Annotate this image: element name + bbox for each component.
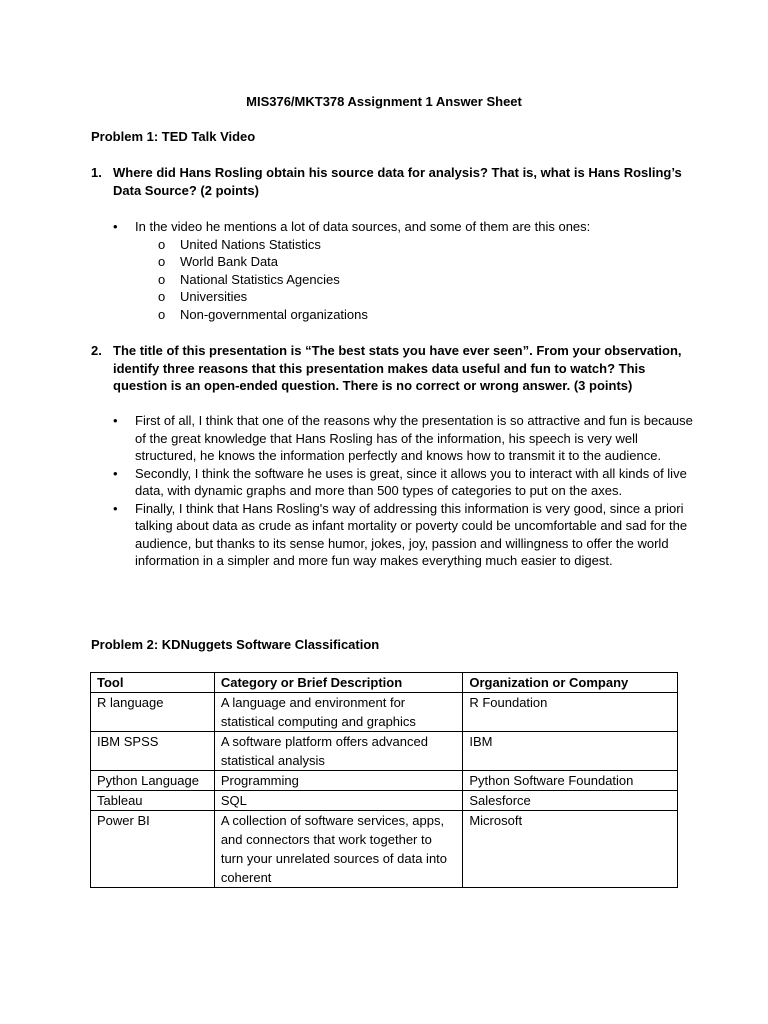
circle-bullet-icon: o (158, 289, 166, 304)
table-header-row (91, 673, 678, 693)
column-header-description: Category or Brief Description (214, 673, 463, 693)
data-source: United Nations Statistics (180, 236, 321, 252)
description-cell: A software platform offers advanced statistical analysis (214, 732, 463, 771)
problem-2-heading: Problem 2: KDNuggets Software Classification (91, 637, 380, 652)
tool-cell: Power BI (91, 811, 215, 888)
circle-bullet-icon: o (158, 254, 166, 269)
reason-item (113, 412, 693, 465)
list-item (135, 236, 693, 254)
question-1-text: Where did Hans Rosling obtain his source data for analysis? That is, what is Hans Rosling’s Data Source? (2 points) (113, 165, 682, 198)
tool-cell: Tableau (91, 791, 215, 811)
reason-item (113, 500, 693, 570)
reason-text: Finally, I think that Hans Rosling's way of addressing this information is very good, since a priori talking about data as crude as infant mortality or poverty could be uncomfortable and sad for the audience, but thanks to its sense humor, jokes, joy, passion and willingness to offer the world information in a simpler and more fun way makes everything much easier to digest. (135, 500, 688, 568)
table-row (91, 693, 678, 732)
answer-1 (113, 218, 693, 323)
table-row (91, 811, 678, 888)
question-1 (91, 164, 691, 199)
reason-item (113, 465, 693, 500)
tool-cell: IBM SPSS (91, 732, 215, 771)
question-2-text: The title of this presentation is “The best stats you have ever seen”. From your observation, identify three reasons that this presentation makes data useful and fun to watch? This question is an open-ended question. There is no correct or wrong answer. (3 points) (113, 343, 682, 393)
table-row (91, 732, 678, 771)
problem-1-heading: Problem 1: TED Talk Video (91, 129, 256, 144)
description-cell: A collection of software services, apps, and connectors that work together to turn your unrelated sources of data into coherent (214, 811, 463, 888)
answer-1-bullet (113, 218, 693, 323)
table-row (91, 771, 678, 791)
organization-cell: Microsoft (463, 811, 678, 888)
circle-bullet-icon: o (158, 271, 166, 287)
organization-cell: R Foundation (463, 693, 678, 732)
document-title: MIS376/MKT378 Assignment 1 Answer Sheet (246, 94, 522, 109)
description-cell: Programming (214, 771, 463, 791)
data-source: Non-governmental organizations (180, 306, 368, 322)
answer-1-intro: In the video he mentions a lot of data sources, and some of them are this ones: (135, 219, 591, 234)
circle-bullet-icon: o (158, 306, 166, 322)
column-header-tool: Tool (91, 673, 215, 693)
data-source: National Statistics Agencies (180, 271, 340, 287)
column-header-organization: Organization or Company (463, 673, 678, 693)
bullet-icon: • (113, 413, 118, 428)
software-classification-table (90, 672, 678, 888)
organization-cell: IBM (463, 732, 678, 771)
tool-cell: Python Language (91, 771, 215, 791)
bullet-icon: • (113, 500, 118, 516)
description-cell: A language and environment for statistical computing and graphics (214, 693, 463, 732)
organization-cell: Salesforce (463, 791, 678, 811)
bullet-icon: • (113, 465, 118, 481)
list-item (135, 306, 693, 324)
reason-text: Secondly, I think the software he uses is great, since it allows you to interact with all kinds of live data, with dynamic graphs and more than 500 types of categories to put on the axes. (135, 465, 687, 498)
data-source-list (135, 236, 693, 324)
list-item (135, 253, 693, 271)
question-1-number: 1. (91, 165, 102, 180)
description-cell: SQL (214, 791, 463, 811)
circle-bullet-icon: o (158, 236, 166, 252)
reason-text: First of all, I think that one of the reasons why the presentation is so attractive and fun is because of the great knowledge that Hans Rosling has of the information, his speech is very well structured, he knows the information perfectly and knows how to transmit it to the audience. (135, 413, 693, 463)
bullet-icon: • (113, 219, 118, 234)
data-source: World Bank Data (180, 254, 279, 269)
question-2-number: 2. (91, 343, 102, 358)
list-item (135, 271, 693, 289)
table-row (91, 791, 678, 811)
list-item (135, 288, 693, 306)
data-source: Universities (180, 289, 248, 304)
tool-cell: R language (91, 693, 215, 732)
organization-cell: Python Software Foundation (463, 771, 678, 791)
answer-2 (113, 412, 693, 570)
question-2 (91, 342, 691, 395)
